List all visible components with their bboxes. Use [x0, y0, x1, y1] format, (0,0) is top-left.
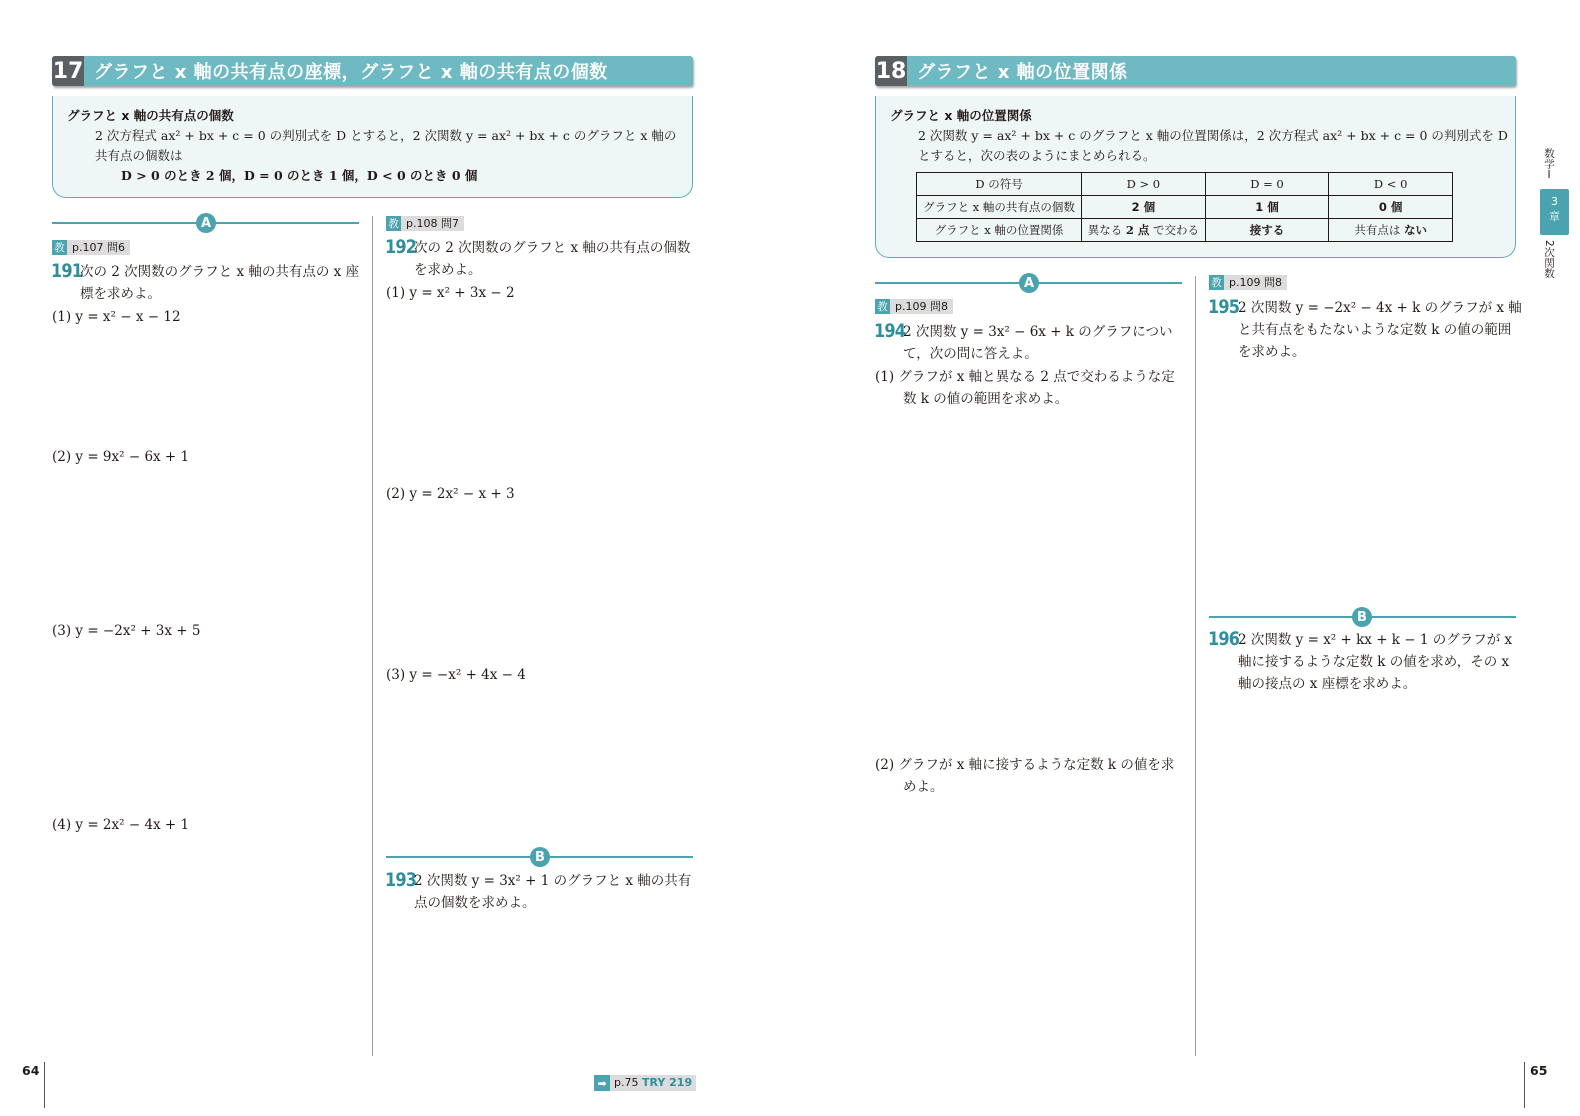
question-number: 195 [1208, 296, 1240, 318]
section-18-header [875, 56, 1516, 86]
level-b-badge: B [530, 847, 550, 867]
column-divider [372, 216, 373, 1056]
table-cell [1082, 219, 1206, 242]
question-line: と共有点をもたないような定数 k の値の範囲 [1238, 322, 1512, 338]
sub-question [875, 754, 1185, 798]
level-a-badge: A [1019, 273, 1039, 293]
question-line: 次の 2 次関数のグラフと x 軸の共有点の個数 [414, 240, 691, 256]
cell-text: 共有点は [1354, 223, 1404, 237]
table-cell: D < 0 [1329, 173, 1453, 196]
textbook-ref [52, 240, 130, 255]
question-line: 数 k の値の範囲を求めよ。 [903, 391, 1069, 407]
cell-text: 異なる [1087, 223, 1126, 237]
sub-question: (2) y = 9x² − 6x + 1 [52, 449, 190, 465]
question-line: を求めよ。 [414, 262, 482, 278]
summary-line: 2 次関数 y = ax² + bx + c のグラフと x 軸の位置関係は，2 次方程式 ax² + bx + c = 0 の判別式を D [918, 128, 1508, 143]
question-line: (2) グラフが x 軸に接するような定数 k の値を求 [875, 757, 1175, 773]
question-text [414, 870, 699, 914]
cell-text-bold: ない [1403, 223, 1427, 237]
question-text [414, 237, 699, 281]
question-line: 標を求めよ。 [80, 286, 161, 302]
page-edge-line [44, 1062, 45, 1108]
summary-line: とすると，次の表のようにまとめられる。 [918, 148, 1156, 163]
sub-question: (2) y = 2x² − x + 3 [386, 486, 515, 502]
ref-page: p.107 問6 [67, 240, 130, 255]
try-label: TRY 219 [641, 1076, 693, 1089]
textbook-icon: 教 [1209, 275, 1224, 290]
question-text [80, 261, 365, 305]
position-relation-table [916, 172, 1453, 242]
question-number: 192 [385, 236, 417, 258]
ref-page: p.109 問8 [1224, 275, 1287, 290]
question-line: 2 次関数 y = x² + kx + k − 1 のグラフが x [1238, 632, 1513, 648]
sub-question: (3) y = −2x² + 3x + 5 [52, 623, 201, 639]
table-cell: 接する [1205, 219, 1329, 242]
textbook-icon: 教 [875, 299, 890, 314]
table-row [917, 173, 1453, 196]
question-line: 点の個数を求めよ。 [414, 895, 536, 911]
section-title: グラフと x 軸の共有点の座標，グラフと x 軸の共有点の個数 [94, 62, 608, 83]
textbook-ref [386, 216, 464, 231]
question-number: 193 [385, 869, 417, 891]
question-text [1238, 297, 1523, 363]
section-title: グラフと x 軸の位置関係 [917, 62, 1128, 83]
textbook-icon: 教 [52, 240, 67, 255]
summary-box-17 [52, 96, 693, 198]
sub-question: (1) y = x² + 3x − 2 [386, 285, 515, 301]
table-cell: グラフと x 軸の位置関係 [917, 219, 1082, 242]
page-number: 64 [22, 1063, 40, 1078]
table-row [917, 219, 1453, 242]
question-line: 2 次関数 y = −2x² − 4x + k のグラフが x 軸 [1238, 300, 1522, 316]
summary-line: D > 0 のとき 2 個，D = 0 のとき 1 個，D < 0 のとき 0 個 [121, 168, 478, 183]
ref-page: p.109 問8 [890, 299, 953, 314]
summary-line: 2 次方程式 ax² + bx + c = 0 の判別式を D とすると，2 次関数 y = ax² + bx + c のグラフと x 軸の [95, 128, 677, 143]
question-line: めよ。 [903, 779, 944, 795]
question-text [903, 321, 1188, 365]
table-cell: 2 個 [1082, 196, 1206, 219]
page-number: 65 [1530, 1063, 1548, 1078]
arrow-right-icon: ➡ [594, 1075, 610, 1091]
table-cell: 1 個 [1205, 196, 1329, 219]
try-reference[interactable] [594, 1075, 696, 1091]
summary-title: グラフと x 軸の共有点の個数 [67, 108, 234, 123]
try-ref-box [610, 1075, 696, 1091]
table-cell: D > 0 [1082, 173, 1206, 196]
table-cell: D の符号 [917, 173, 1082, 196]
question-text [1238, 629, 1523, 695]
question-line: 2 次関数 y = 3x² − 6x + k のグラフについ [903, 324, 1173, 340]
section-number: 17 [52, 56, 84, 86]
question-line: 軸に接するような定数 k の値を求め，その x [1238, 654, 1510, 670]
summary-line: 共有点の個数は [95, 148, 183, 163]
section-number: 18 [875, 56, 907, 86]
question-line: 軸の接点の x 座標を求めよ。 [1238, 676, 1417, 692]
chapter-tab [1540, 189, 1569, 235]
level-b-badge: B [1352, 607, 1372, 627]
summary-title: グラフと x 軸の位置関係 [890, 108, 1032, 123]
textbook-icon: 教 [386, 216, 401, 231]
sub-question: (4) y = 2x² − 4x + 1 [52, 817, 190, 833]
question-number: 196 [1208, 628, 1240, 650]
question-line: (1) グラフが x 軸と異なる 2 点で交わるような定 [875, 369, 1175, 385]
table-cell: 0 個 [1329, 196, 1453, 219]
question-line: 2 次関数 y = 3x² + 1 のグラフと x 軸の共有 [414, 873, 692, 889]
side-label-chapter: 2次関数 [1543, 240, 1555, 279]
column-divider [1195, 276, 1196, 1056]
cell-text-bold: 2 点 [1125, 223, 1150, 237]
chapter-char: 章 [1549, 210, 1560, 223]
sub-question: (3) y = −x² + 4x − 4 [386, 667, 526, 683]
table-cell: グラフと x 軸の共有点の個数 [917, 196, 1082, 219]
question-number: 191 [51, 260, 83, 282]
textbook-ref [875, 299, 953, 314]
section-17-header [52, 56, 693, 86]
chapter-number: 3 [1551, 195, 1558, 208]
question-line: 次の 2 次関数のグラフと x 軸の共有点の x 座 [80, 264, 360, 280]
sub-question [875, 366, 1185, 410]
page-edge-line [1524, 1062, 1525, 1108]
table-cell: D = 0 [1205, 173, 1329, 196]
question-line: て，次の問に答えよ。 [903, 346, 1038, 362]
table-cell [1329, 219, 1453, 242]
level-a-badge: A [196, 213, 216, 233]
question-line: を求めよ。 [1238, 344, 1306, 360]
table-row [917, 196, 1453, 219]
ref-page: p.108 問7 [401, 216, 464, 231]
question-number: 194 [874, 320, 906, 342]
side-label-subject: 数学Ⅰ [1543, 148, 1555, 181]
try-page: p.75 [614, 1076, 639, 1089]
textbook-ref [1209, 275, 1287, 290]
cell-text: で交わる [1149, 223, 1200, 237]
sub-question: (1) y = x² − x − 12 [52, 309, 181, 325]
